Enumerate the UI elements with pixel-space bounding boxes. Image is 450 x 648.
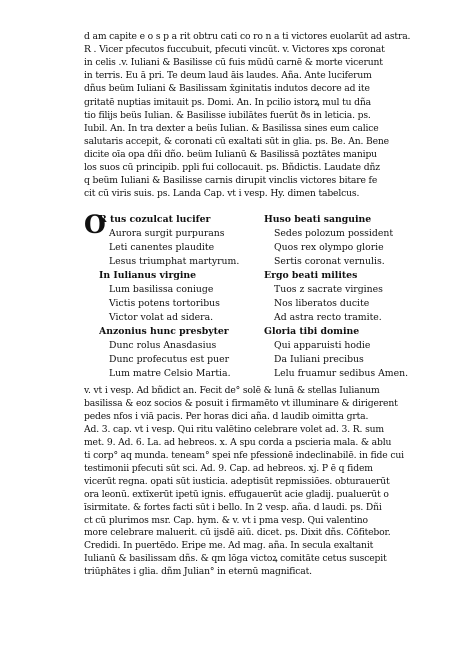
hymn-verse: Lum matre Celsio Martia. <box>109 368 231 379</box>
text-line: ti corp° aq munda. teneam° spei nfe pfessionē indeclinabilē. in fide cui <box>84 449 404 461</box>
hymn-verse: Ergo beati milites <box>264 270 358 281</box>
text-line: basilissa & eoz socios & posuit i firmamēto vt illuminare & dirigerent <box>84 397 398 409</box>
text-line: gritatē nuptias imitauit ps. Domi. An. In pcilio istorꝝ mul tu dña <box>84 96 371 108</box>
text-line: pedes nfos i viā pacis. Per horas dici aña. d laudib oimitta grta. <box>84 410 369 422</box>
hymn-verse: Lesus triumphat martyrum. <box>109 256 240 267</box>
text-line: los suos cū principib. ppli fui collocauit. ps. Bñdictis. Laudate dñz <box>84 162 380 173</box>
text-line: dicite oīa opa dñi dño. beüm Iulianū & Basilissā poztātes manipu <box>84 148 377 160</box>
hymn-verse: Dunc rolus Anasdasius <box>109 340 217 351</box>
text-line: more celebrare maluerit. cū ijsdē aiū. dicet. ps. Dixit dñs. Cōfitebor. <box>84 527 391 539</box>
hymn-verse: Anzonius hunc presbyter <box>99 326 229 337</box>
text-line: met. 9. Ad. 6. La. ad hebreos. x. A spu corda a pscieria mala. & ablu <box>84 436 392 448</box>
hymn-verse: Nos liberatos ducite <box>274 298 370 309</box>
hymn-verse: Aurora surgit purpurans <box>109 228 225 239</box>
hymn-verse: Victor volat ad sidera. <box>109 312 214 323</box>
hymn-verse: Huso beati sanguine <box>264 214 372 225</box>
hymn-verse: Victis potens tortoribus <box>109 298 220 309</box>
text-line: ora leonū. extīxerūt ipetū ignis. effugauerūt acie gladij. pualuerūt o <box>84 488 389 500</box>
hymn-verse: Da Iuliani precibus <box>274 354 364 365</box>
text-line: dñus beüm Iuliani & Basilissam x̄ginitatis indutos decore ad ite <box>84 83 370 95</box>
text-line: ct cū plurimos msr. Cap. hym. & v. vt i pma vesp. Qui valentino <box>84 514 368 526</box>
text-line: vicerūt regna. opati sūt iusticia. adeptisūt repmissiōes. obturauerūt <box>84 475 390 487</box>
text-line: testimonii pfecuti sūt sci. Ad. 9. Cap. ad hebreos. xj. P ē q fidem <box>84 462 373 474</box>
text-line: cit cū viris suis. ps. Landa Cap. vt i vesp. Hy. dimen tabelcus. <box>84 188 360 200</box>
hymn-verse: Lum basilissa coniuge <box>109 284 214 295</box>
hymn-left-column <box>99 213 279 381</box>
hymn-verse: Sedes polozum possident <box>274 228 394 239</box>
hymn-verse: Leti canentes plaudite <box>109 242 215 253</box>
drop-cap-initial: O <box>84 210 106 239</box>
text-line: triūphātes i glia. dñm Julian° in eternū magnificat. <box>84 566 312 578</box>
text-line: Credidi. In puertēdo. Eripe me. Ad mag. aña. In secula exaltanit <box>84 540 374 552</box>
text-line: q beüm Iuliani & Basilisse carnis dirupit vinclis victores bitare fe <box>84 175 378 187</box>
hymn-right-column <box>264 213 444 381</box>
text-line: salutaris accepit, & coronati cū exaltati sūt in glia. ps. Be. An. Bene <box>84 135 389 147</box>
hymn-verse: R tus cozulcat lucifer <box>99 214 211 225</box>
hymn-verse: Quos rex olympo glorie <box>274 242 384 253</box>
text-line: Ad. 3. cap. vt i vesp. Qui ritu valētino celebrare volet ad. 3. R. sum <box>84 423 384 435</box>
text-line: R . Vicer pfecutos fuccubuit, pfecuti vincūt. v. Victores xps coronat <box>84 44 385 56</box>
text-line: d am capite e o s p a rit obtru cati co ro n a ti victores euolarūt ad astra. <box>84 31 411 42</box>
text-line: īsirmitate. & fortes facti sūt i bello. In 2 vesp. aña. d laudi. ps. Dñi <box>84 501 382 513</box>
hymn-verse: Lelu fruamur sedibus Amen. <box>274 368 409 379</box>
hymn-verse: Tuos z sacrate virgines <box>274 284 383 295</box>
hymn-verse: Sertis coronat vernulis. <box>274 256 385 267</box>
text-line: in terris. Eu ā pri. Te deum laud āis laudes. Aña. Ante luciferum <box>84 70 372 82</box>
hymn-verse: Dunc profecutus est puer <box>109 354 230 365</box>
hymn-verse: In Iulianus virgine <box>99 270 197 281</box>
text-line: in celis .v. Iuliani & Basilisse cū fuis müdū carnē & morte vicerunt <box>84 57 383 69</box>
hymn-verse: Ad astra recto tramite. <box>274 312 382 323</box>
text-line: Iulianū & basilissam dñs. & qm lōga victoꝝ comitāte cetus suscepit <box>84 553 387 565</box>
hymn-verse: Gloria tibi domine <box>264 326 360 337</box>
text-line: tio filijs beüs Iulian. & Basilisse iubilātes fuerūt ðs in leticia. ps. <box>84 109 371 121</box>
hymn-verse: Qui apparuisti hodie <box>274 340 371 351</box>
text-line: v. vt i vesp. Ad bñdict an. Fecit de° solē & lunā & stellas Iulianum <box>84 385 380 396</box>
text-line: Iubil. An. In tra dexter a beüs Iulian. & Basilissa sines eum calice <box>84 122 379 134</box>
